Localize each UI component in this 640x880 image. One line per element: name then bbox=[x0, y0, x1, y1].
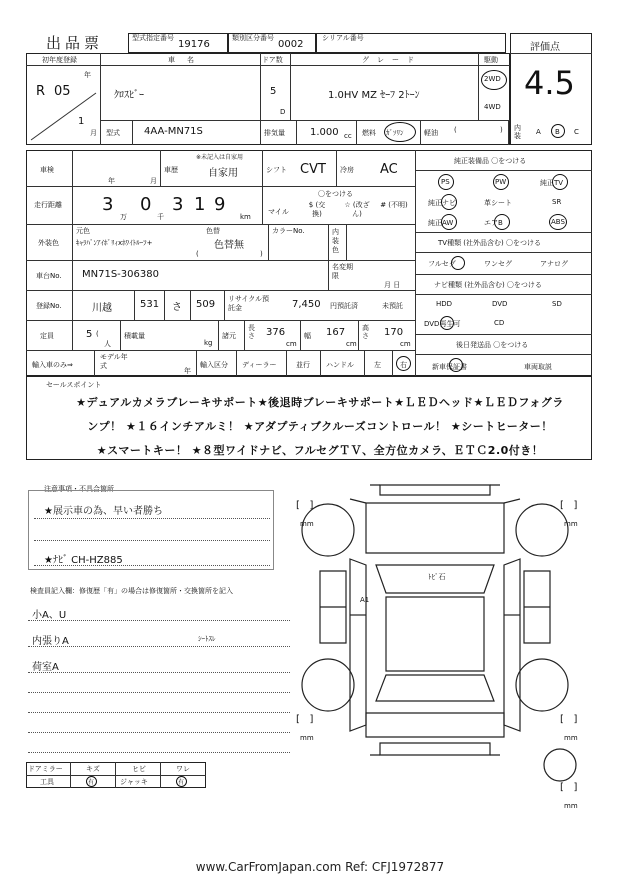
paint-paren-close: ) bbox=[260, 250, 263, 258]
navi-sd: SD bbox=[552, 300, 562, 308]
tire-rr-bracket: [ ] bbox=[560, 714, 578, 725]
inspection-year: 年 bbox=[108, 177, 115, 185]
tire-fr-bracket: [ ] bbox=[560, 500, 578, 511]
equip-tv: 純正TV bbox=[540, 179, 564, 187]
height-label: 高さ bbox=[362, 324, 369, 340]
reg-era: R bbox=[36, 84, 46, 99]
mileage-opt-tamper: ☆ (改ざん) bbox=[344, 201, 370, 218]
interior-a: A bbox=[536, 128, 541, 136]
tire-rl-bracket: [ ] bbox=[296, 714, 314, 725]
name-change-unit: 月 日 bbox=[384, 281, 401, 289]
paren-open: ( bbox=[454, 126, 457, 134]
length: 376 bbox=[266, 327, 286, 338]
width-label: 幅 bbox=[304, 332, 311, 340]
height-cm: cm bbox=[400, 340, 411, 348]
equip-sr: SR bbox=[552, 198, 562, 206]
size-label: 諸元 bbox=[222, 332, 236, 340]
reg-year-unit: 年 bbox=[84, 71, 91, 79]
tool-mark: 有 bbox=[88, 779, 95, 786]
new-car-warranty: 新車保証書 bbox=[432, 363, 467, 371]
navi-hdd: HDD bbox=[436, 300, 453, 308]
mileage-opt-unknown: # (不明) bbox=[380, 201, 408, 209]
displacement: 1.000 bbox=[310, 127, 339, 138]
mileage-opt-exchange: $ (交換) bbox=[308, 201, 326, 218]
mirror-break: ワレ bbox=[176, 765, 190, 773]
inspector-line-3: 荷室A bbox=[32, 662, 59, 673]
navi-dvd: DVD bbox=[492, 300, 508, 308]
model-year-label: モデル年式 bbox=[100, 353, 128, 370]
equip-navi: 純正ナビ bbox=[428, 199, 456, 207]
dealer: ディーラー bbox=[242, 361, 277, 369]
name-change-label: 名変期限 bbox=[332, 263, 353, 280]
fuel-label: 燃料 bbox=[362, 129, 376, 137]
paren-close: ) bbox=[500, 126, 503, 134]
vehicle-type: 4AA-MN71S bbox=[144, 126, 203, 137]
sales-line-1: ★デュアルカメラブレーキサポート★後退時ブレーキサポート★ＬＥＤヘッド★ＬＥＤフォグラ bbox=[76, 396, 564, 409]
chassis: MN71S-306380 bbox=[82, 269, 159, 280]
paint-paren-open: ( bbox=[196, 250, 199, 258]
inspection-month: 月 bbox=[150, 177, 157, 185]
mileage-opt-mile: マイル bbox=[268, 208, 289, 216]
capacity-unit: 人 bbox=[104, 340, 111, 348]
type-label: 型式 bbox=[106, 129, 120, 137]
parallel: 並行 bbox=[296, 361, 310, 369]
equip-abs: ABS bbox=[551, 218, 565, 226]
mileage-digit-2: 0 bbox=[140, 194, 152, 215]
inspector-label: 検査員記入欄：修復歴「有」の場合は修復箇所・交換箇所を記入 bbox=[30, 587, 233, 595]
diagram-note-panel: A1 bbox=[360, 596, 370, 604]
length-cm: cm bbox=[286, 340, 297, 348]
height: 170 bbox=[384, 327, 404, 338]
navi-dvd-play: DVD再生可 bbox=[424, 320, 461, 328]
score-value: 4.5 bbox=[524, 64, 575, 102]
tire-rl-mm: mm bbox=[300, 734, 314, 742]
car-name: ｸﾛｽﾋﾞｰ bbox=[114, 90, 144, 101]
import-label: 輸入車のみ⇒ bbox=[32, 361, 73, 369]
model-cert-label: 型式指定番号 bbox=[132, 34, 174, 42]
orig-color: ｷｬﾗﾊﾞﾝｱｲﾎﾞﾘｨxﾎﾜｲﾄﾙｰﾌ+ bbox=[76, 239, 153, 247]
drive-label: 駆動 bbox=[484, 56, 498, 64]
equip-leather: 革シート bbox=[484, 199, 512, 207]
tire-rr-mm: mm bbox=[564, 734, 578, 742]
diagram-note-windshield: ﾄﾋﾞ石 bbox=[428, 573, 446, 581]
fuel-gas: ｶﾞｿﾘﾝ bbox=[386, 129, 404, 137]
mirror-label: ドアミラー bbox=[28, 765, 63, 773]
recycle-no: 未預託 bbox=[382, 302, 403, 310]
source-watermark: www.CarFromJapan.com Ref: CFJ1972877 bbox=[195, 860, 445, 874]
drive-2wd: 2WD bbox=[484, 75, 501, 83]
name-label: 車名 bbox=[168, 56, 206, 64]
mirror-scratch: キズ bbox=[86, 765, 100, 773]
tire-fl-bracket: [ ] bbox=[296, 500, 314, 511]
notes-label: 注意事項・不具合箇所 bbox=[44, 485, 114, 493]
drive-4wd: 4WD bbox=[484, 103, 501, 111]
sales-line-3: ★スマートキー！ ★８型ワイドナビ、フルセグＴＶ、全方位カメラ、ＥＴＣ2.0付き！ bbox=[96, 444, 544, 457]
mirror-crack: ヒビ bbox=[132, 765, 146, 773]
door-count: 5 bbox=[270, 86, 277, 97]
paint: 色替無 bbox=[214, 240, 244, 251]
mileage-sen: 千 bbox=[157, 213, 164, 221]
import-type-label: 輸入区分 bbox=[200, 361, 228, 369]
history: 自家用 bbox=[208, 168, 238, 179]
reg-month: 1 bbox=[78, 116, 85, 127]
reg-year: 05 bbox=[54, 84, 71, 99]
recycle-label: リサイクル預託金 bbox=[228, 295, 270, 312]
grade-label: グレード bbox=[362, 56, 422, 64]
first-reg-label: 初年度登録 bbox=[42, 56, 77, 64]
displacement-unit: cc bbox=[344, 132, 352, 140]
jack-label: ジャッキ bbox=[120, 778, 148, 786]
mileage-digit-4: 1 bbox=[194, 194, 206, 215]
serial-label: シリアル番号 bbox=[322, 34, 364, 42]
interior-c: C bbox=[574, 128, 579, 136]
reg-month-unit: 月 bbox=[90, 129, 97, 137]
sales-line-2: ンプ！ ★１６インチアルミ！ ★アダプティブクルーズコントロール！ ★シートヒーター！ bbox=[87, 420, 553, 433]
equip-aw: 純正AW bbox=[428, 219, 454, 227]
displacement-label: 排気量 bbox=[264, 129, 285, 137]
handle-left: 左 bbox=[374, 361, 381, 369]
inspector-line-2: 内張りA bbox=[32, 636, 69, 647]
reg-kana: さ bbox=[172, 302, 182, 313]
grade: 1.0HV MZ ｾｰﾌ 2ﾄｰﾝ bbox=[328, 90, 420, 101]
tv-oneseg: ワンセグ bbox=[484, 260, 512, 268]
reg-num: 509 bbox=[196, 299, 216, 310]
chassis-label: 車台No. bbox=[36, 272, 62, 280]
mileage-man: 万 bbox=[120, 213, 127, 221]
ac-label: 冷房 bbox=[340, 166, 354, 174]
shift-label: シフト bbox=[266, 166, 287, 174]
tool-label: 工具 bbox=[40, 778, 54, 786]
vehicle-manual: 車両取説 bbox=[524, 363, 552, 371]
history-label: 車歴 bbox=[164, 166, 178, 174]
reg-area: 川越 bbox=[92, 303, 112, 314]
interior-b: B bbox=[555, 128, 560, 136]
category-label: 類別区分番号 bbox=[232, 34, 274, 42]
history-note: ※未記入は自家用 bbox=[196, 154, 244, 161]
load-label: 積載量 bbox=[124, 332, 145, 340]
tire-spare-bracket: [ ] bbox=[560, 782, 578, 793]
form-title: 出品票 bbox=[46, 34, 104, 52]
capacity-paren: ( bbox=[96, 330, 99, 338]
tv-fullseg: フルセグ bbox=[428, 260, 456, 268]
reg-label: 登録No. bbox=[36, 302, 62, 310]
mileage-circle-note: 〇をつける bbox=[318, 190, 353, 198]
mileage-digit-1: 3 bbox=[102, 194, 114, 215]
door-suffix: D bbox=[280, 108, 286, 116]
recycle-unit: 円預託済 bbox=[330, 302, 358, 310]
doors-label: ドア数 bbox=[262, 56, 283, 64]
color-label: 外装色 bbox=[38, 239, 59, 247]
width: 167 bbox=[326, 327, 346, 338]
car-damage-diagram bbox=[290, 475, 590, 805]
note-line-1: ★展示車の為、早い者勝ち bbox=[44, 506, 163, 517]
ac: AC bbox=[380, 162, 398, 177]
width-cm: cm bbox=[346, 340, 357, 348]
length-label: 長さ bbox=[248, 324, 255, 340]
std-equipment-label: 純正装備品 〇をつける bbox=[454, 157, 527, 165]
paint-label: 色替 bbox=[206, 227, 220, 235]
tire-fr-mm: mm bbox=[564, 520, 578, 528]
capacity-label: 定員 bbox=[40, 332, 54, 340]
color-no-label: カラーNo. bbox=[272, 227, 305, 235]
capacity: 5 bbox=[86, 329, 93, 340]
model-cert-no: 19176 bbox=[178, 39, 210, 50]
docs-label: 後日発送品 〇をつける bbox=[456, 341, 529, 349]
equip-pw: PW bbox=[495, 178, 507, 186]
handle-right: 右 bbox=[400, 361, 407, 369]
reg-class: 531 bbox=[140, 299, 160, 310]
sales-label: セールスポイント bbox=[46, 381, 102, 389]
interior-label: 内装 bbox=[514, 124, 521, 140]
jack-mark: 有 bbox=[178, 779, 185, 786]
navi-cd: CD bbox=[494, 319, 505, 327]
score-label: 評価点 bbox=[530, 42, 560, 53]
model-year-unit: 年 bbox=[184, 367, 191, 375]
category-no: 0002 bbox=[278, 39, 304, 50]
fuel-diesel: 軽油 bbox=[424, 129, 438, 137]
tire-spare-mm: mm bbox=[564, 802, 578, 810]
interior-color-label: 内装色 bbox=[332, 228, 339, 254]
tire-fl-mm: mm bbox=[300, 520, 314, 528]
inspection-label: 車検 bbox=[40, 166, 54, 174]
shift: CVT bbox=[300, 162, 326, 177]
recycle: 7,450 bbox=[292, 299, 321, 310]
handle-label: ハンドル bbox=[326, 361, 354, 369]
inspector-line-1: 小A、U bbox=[32, 610, 67, 621]
tv-analog: アナログ bbox=[540, 260, 568, 268]
tv-type-label: TV種類 (社外品含む) 〇をつける bbox=[438, 239, 541, 247]
mileage-digit-5: 9 bbox=[214, 194, 226, 215]
equip-ps: PS bbox=[441, 178, 450, 186]
mileage-unit: km bbox=[240, 213, 251, 221]
mileage-digit-3: 3 bbox=[172, 194, 184, 215]
equip-airbag: エアB bbox=[484, 219, 503, 227]
navi-type-label: ナビ種類 (社外品含む) 〇をつける bbox=[434, 281, 542, 289]
orig-color-label: 元色 bbox=[76, 227, 90, 235]
mileage-label: 走行距離 bbox=[34, 201, 62, 209]
load-unit: kg bbox=[204, 339, 213, 347]
note-line-2: ★ﾅﾋﾞ CH-HZ885 bbox=[44, 555, 123, 566]
inspector-line-2b: ｼｰﾄｽﾚ bbox=[198, 635, 216, 643]
